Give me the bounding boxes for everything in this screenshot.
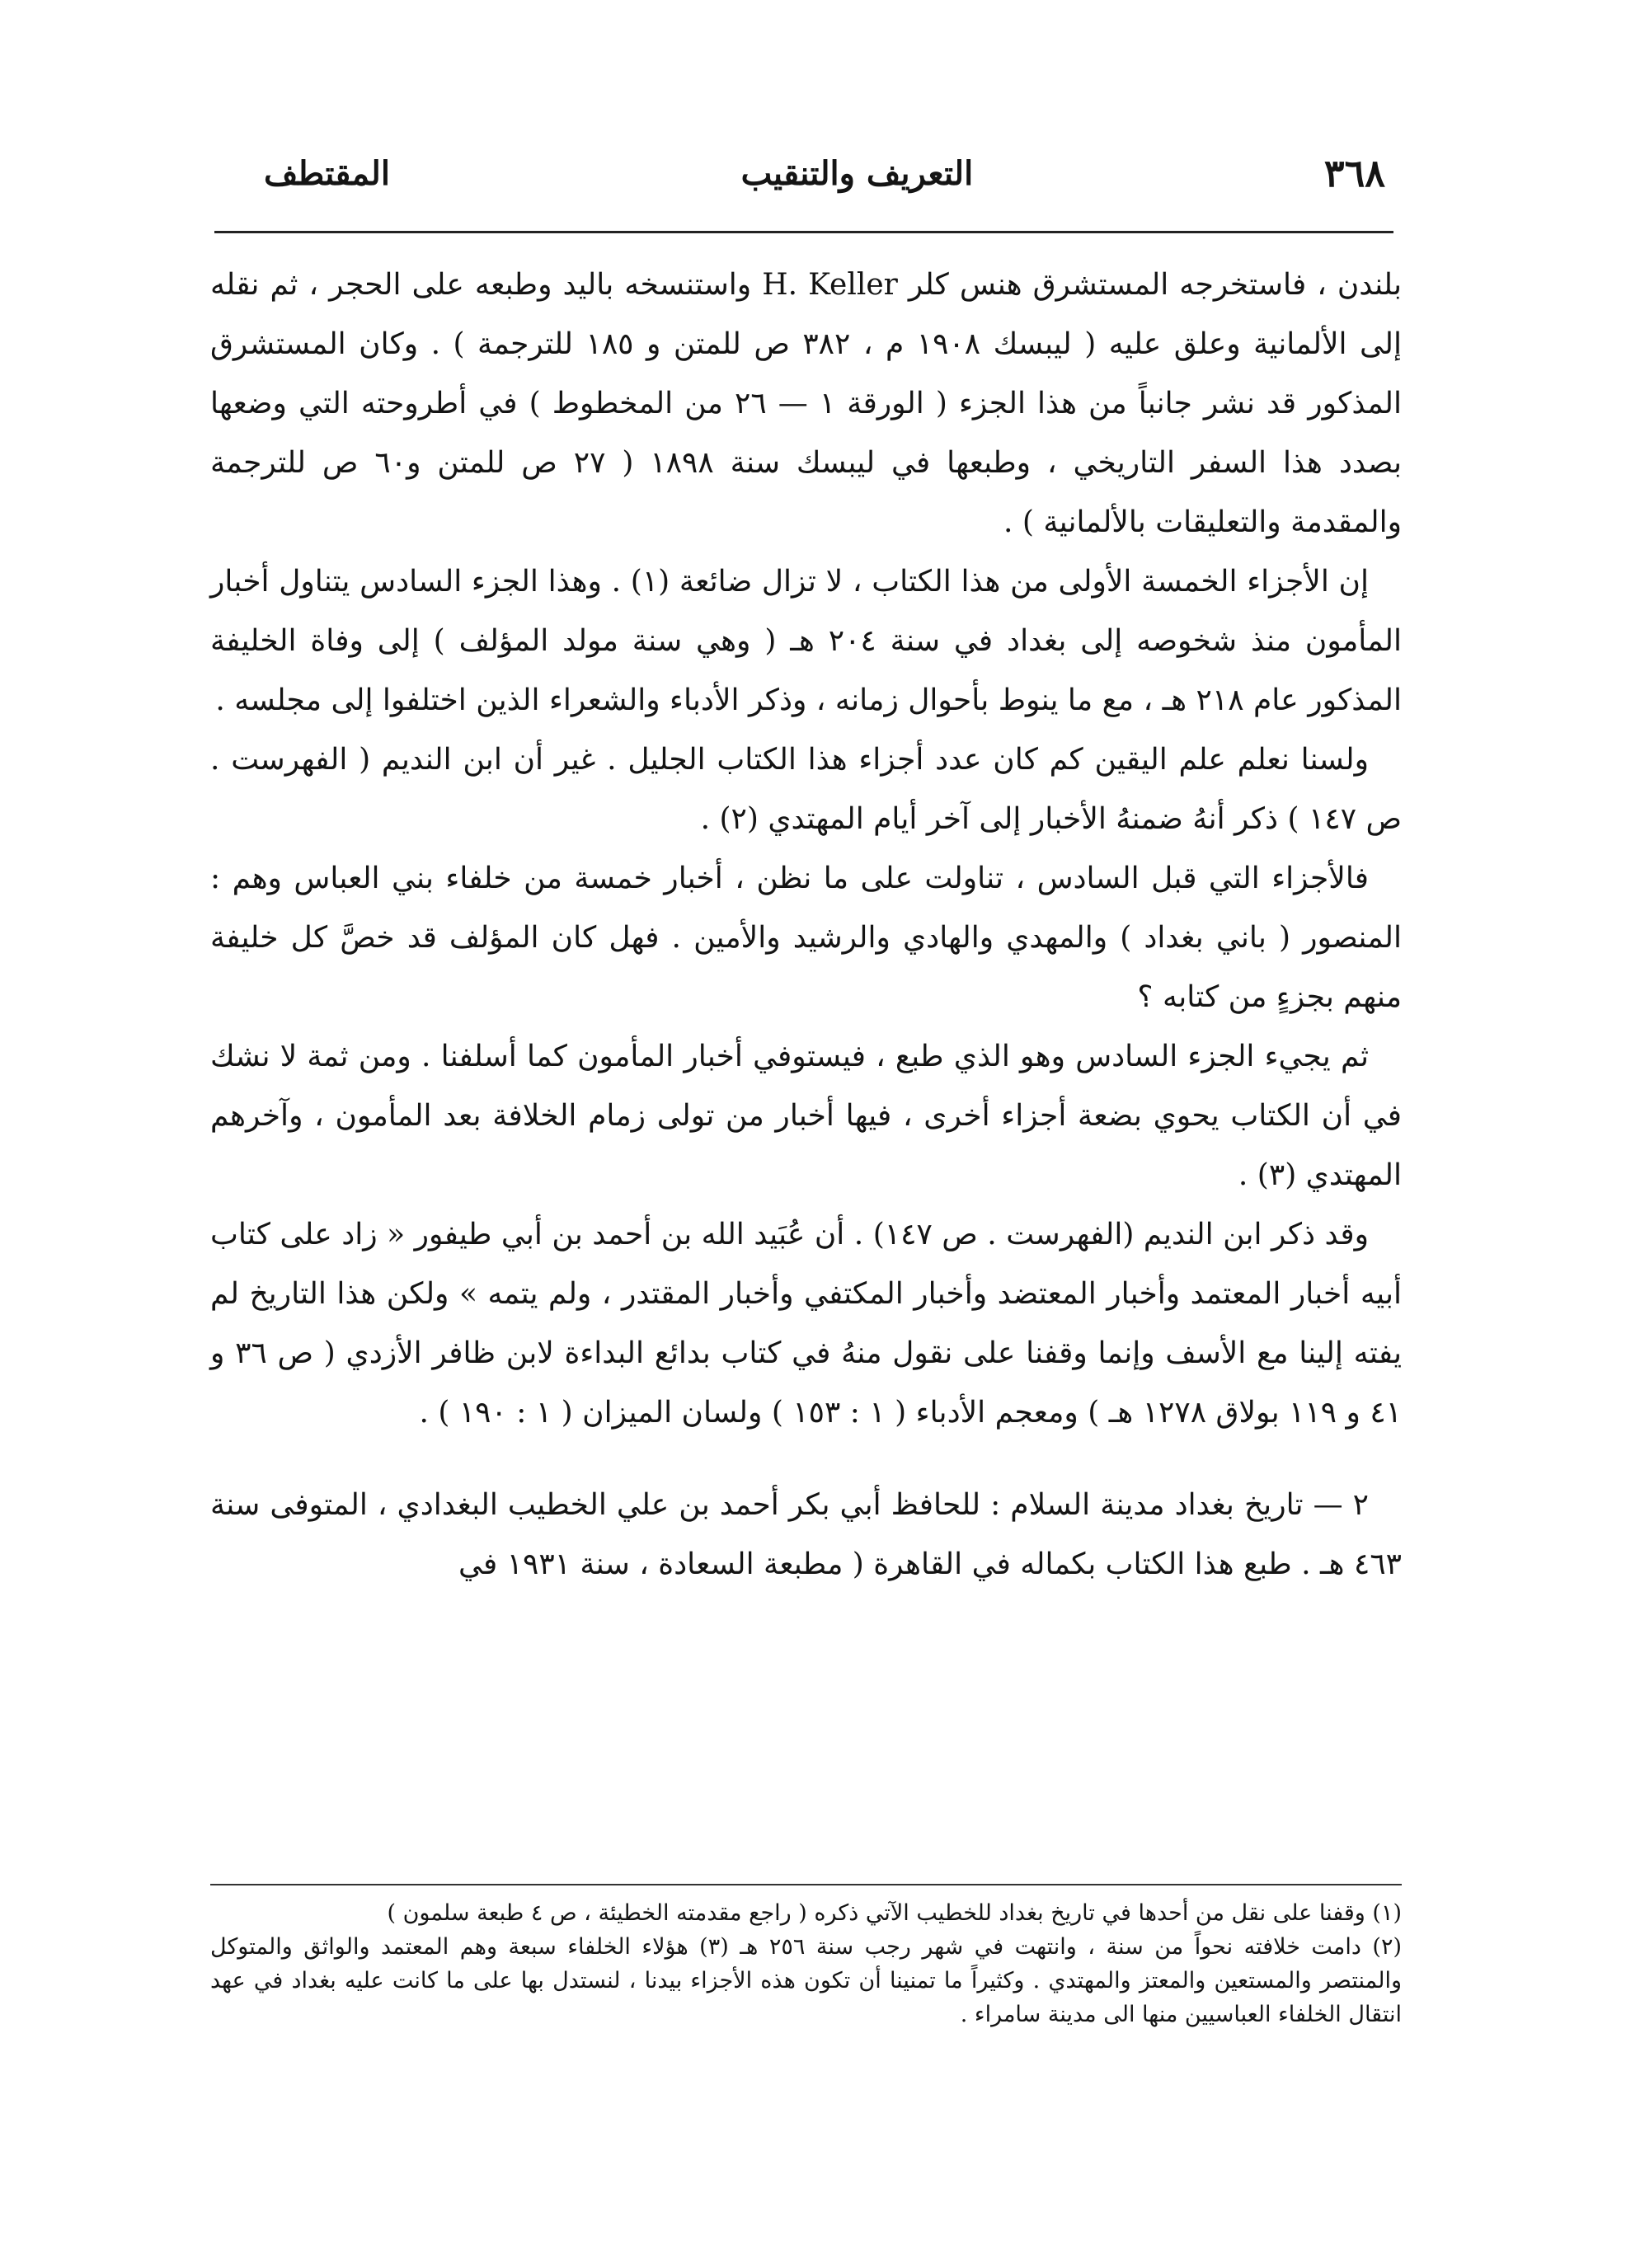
running-header xyxy=(264,140,1385,206)
footnotes xyxy=(210,1896,1402,2031)
paragraph-5: ثم يجيء الجزء السادس وهو الذي طبع ، فيستوفي أخبار المأمون كما أسلفنا . ومن ثمة لا نشك في أن الكتاب يحوي بضعة أجزاء أخرى ، فيها أخبار من تولى زمام الخلافة بعد المأمون ، وآخرهم المهتدي (٣) . xyxy=(210,1040,1402,1192)
paragraph-6: وقد ذكر ابن النديم (الفهرست . ص ١٤٧) . أن عُبَيد الله بن أحمد بن أبي طيفور « زاد على كتاب أبيه أخبار المعتمد وأخبار المعتضد وأخبار المكتفي وأخبار المقتدر ، ولم يتمه » ولكن هذا التاريخ لم يفته إلينا مع الأسف وإنما وقفنا على نقول منهُ في كتاب بدائع البداءة لابن ظافر الأزدي ( ص ٣٦ و ٤١ و ١١٩ بولاق ١٢٧٨ هـ ) ومعجم الأدباء ( ١ : ١٥٣ ) ولسان الميزان ( ١ : ١٩٠ ) . xyxy=(210,1218,1402,1430)
paragraph-3: ولسنا نعلم علم اليقين كم كان عدد أجزاء هذا الكتاب الجليل . غير أن ابن النديم ( الفهرست . ص ١٤٧ ) ذكر أنهُ ضمنهُ الأخبار إلى آخر أيام المهتدي (٢) . xyxy=(210,743,1402,836)
footnote-rule xyxy=(210,1884,1402,1885)
paragraph-1: بلندن ، فاستخرجه المستشرق هنس كلر H. Keller واستنسخه باليد وطبعه على الحجر ، ثم نقله إلى الألمانية وعلق عليه ( ليبسك ١٩٠٨ م ، ٣٨٢ ص للمتن و ١٨٥ للترجمة ) . وكان المستشرق المذكور قد نشر جانباً من هذا الجزء ( الورقة ١ — ٢٦ من المخطوط ) في أطروحته التي وضعها بصدد هذا السفر التاريخي ، وطبعها في ليبسك سنة ١٨٩٨ ( ٢٧ ص للمتن و٦٠ ص للترجمة والمقدمة والتعليقات بالألمانية ) . xyxy=(210,268,1402,539)
journal-name: المقتطف xyxy=(264,153,390,193)
section-title: التعريف والتنقيب xyxy=(740,153,974,193)
footnote-2-3: (٢) دامت خلافته نحواً من سنة ، وانتهت في شهر رجب سنة ٢٥٦ هـ (٣) هؤلاء الخلفاء سبعة وهم المعتمد والواثق والمتوكل والمنتصر والمستعين والمعتز والمهتدي . وكثيراً ما تمنينا أن تكون هذه الأجزاء بيدنا ، لنستدل بها على ما كانت عليه بغداد في عهد انتقال الخلفاء العباسيين منها الى مدينة سامراء . xyxy=(210,1934,1402,2027)
header-rule xyxy=(214,231,1393,233)
paragraph-2: إن الأجزاء الخمسة الأولى من هذا الكتاب ، لا تزال ضائعة (١) . وهذا الجزء السادس يتناول أخبار المأمون منذ شخوصه إلى بغداد في سنة ٢٠٤ هـ ( وهي سنة مولد المؤلف ) إلى وفاة الخليفة المذكور عام ٢١٨ هـ ، مع ما ينوط بأحوال زمانه ، وذكر الأدباء والشعراء الذين اختلفوا إلى مجلسه . xyxy=(210,565,1402,717)
body-text xyxy=(210,256,1402,1594)
paragraph-4: فالأجزاء التي قبل السادس ، تناولت على ما نظن ، أخبار خمسة من خلفاء بني العباس وهم : المنصور ( باني بغداد ) والمهدي والهادي والرشيد والأمين . فهل كان المؤلف قد خصَّ كل خليفة منهم بجزءٍ من كتابه ؟ xyxy=(210,862,1402,1014)
page-number: ٣٦٨ xyxy=(1323,151,1385,195)
paragraph-7: ٢ — تاريخ بغداد مدينة السلام : للحافظ أبي بكر أحمد بن علي الخطيب البغدادي ، المتوفى سنة ٤٦٣ هـ . طبع هذا الكتاب بكماله في القاهرة ( مطبعة السعادة ، سنة ١٩٣١ في xyxy=(210,1488,1402,1581)
footnote-1: (١) وقفنا على نقل من أحدها في تاريخ بغداد للخطيب الآتي ذكره ( راجع مقدمته الخطيئة ، ص ٤ طبعة سلمون ) xyxy=(387,1900,1402,1926)
